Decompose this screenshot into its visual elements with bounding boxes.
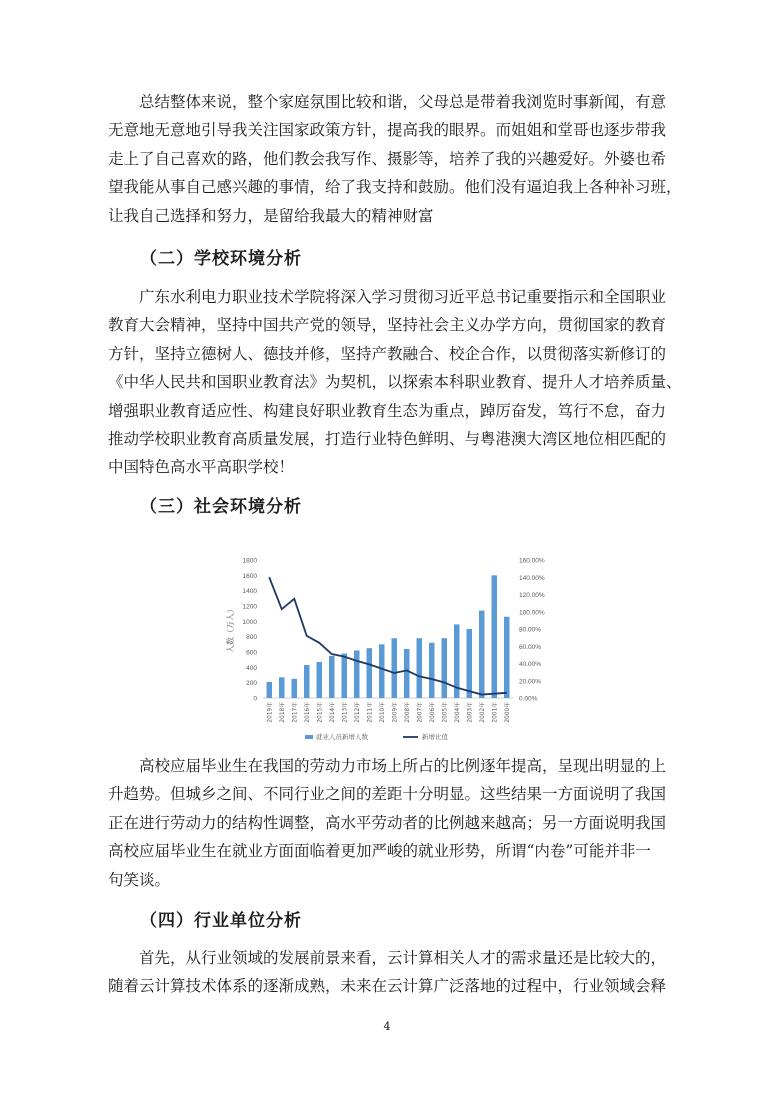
y2-tick-label: 100.00% [519, 609, 545, 617]
bar [492, 575, 498, 698]
text-line: 教育大会精神，坚持中国共产党的领导，坚持社会主义办学方向，贯彻国家的教育 [108, 316, 667, 335]
y2-tick-label: 120.00% [519, 592, 545, 599]
x-tick-label: 2018年 [279, 702, 286, 723]
bar [329, 656, 335, 698]
bar [267, 682, 273, 698]
text-line: 句笑谈。 [108, 870, 171, 889]
y-tick-label: 1400 [242, 588, 257, 596]
bar [479, 611, 485, 698]
text-line: 《中华人民共和国职业教育法》为契机，以探索本科职业教育、提升人才培养质量、 [108, 373, 682, 392]
paragraph-family [108, 88, 688, 230]
legend-label: 新增比值 [422, 733, 448, 741]
y2-tick-label: 40.00% [519, 661, 542, 668]
text-line: 望我能从事自己感兴趣的事情，给了我支持和鼓励。他们没有逼迫我上各种补习班， [108, 178, 682, 197]
x-tick-label: 2014年 [329, 702, 336, 723]
x-tick-label: 2008年 [404, 702, 411, 723]
text-line: 广东水利电力职业技术学院将深入学习贯彻习近平总书记重要指示和全国职业 [108, 288, 667, 306]
section-heading-industry: （四）行业单位分析 [140, 911, 302, 931]
bar [467, 629, 473, 698]
x-tick-label: 2017年 [292, 702, 299, 723]
paragraph-school [108, 283, 688, 482]
employment-chart [213, 550, 563, 750]
text-line: 增强职业教育适应性、构建良好职业教育生态为重点，踔厉奋发，笃行不怠，奋力 [108, 401, 667, 420]
text-line: 方针，坚持立德树人、德技并修，坚持产教融合、校企合作，以贯彻落实新修订的 [108, 344, 667, 363]
x-tick-label: 2019年 [267, 702, 274, 723]
y-tick-label: 1600 [242, 572, 257, 580]
text-line: 高校应届毕业生在就业方面面临着更加严峻的就业形势，所谓“内卷”可能并非一 [108, 842, 651, 861]
text-line: 推动学校职业教育高质量发展，打造行业特色鲜明、与粤港澳大湾区地位相匹配的 [108, 430, 667, 449]
y-axis-label: 人数（万人） [226, 605, 235, 653]
text-line: 首先，从行业领域的发展前景来看，云计算相关人才的需求量还是比较大的， [108, 949, 667, 967]
bar [279, 677, 285, 698]
bar [292, 679, 298, 698]
y2-tick-label: 80.00% [519, 626, 542, 634]
text-line: 正在进行劳动力的结构性调整，高水平劳动者的比例越来越高；另一方面说明我国 [108, 813, 667, 832]
y-tick-label: 600 [246, 649, 257, 657]
y-tick-label: 800 [246, 634, 257, 642]
section-heading-society: （三）社会环境分析 [140, 497, 302, 517]
legend-label: 就业人员新增人数 [316, 733, 368, 741]
text-line: 中国特色高水平高职学校！ [108, 458, 295, 477]
bar [304, 665, 310, 698]
x-tick-label: 2003年 [467, 702, 474, 723]
y-tick-label: 1200 [242, 603, 257, 611]
y2-tick-label: 60.00% [519, 643, 542, 651]
x-tick-label: 2016年 [304, 702, 311, 723]
y-tick-label: 0 [253, 695, 257, 703]
y2-tick-label: 140.00% [519, 574, 545, 582]
x-tick-label: 2000年 [504, 702, 511, 723]
x-tick-label: 2004年 [454, 702, 461, 723]
y-tick-label: 1000 [242, 618, 257, 626]
x-tick-label: 2001年 [492, 702, 499, 723]
y-tick-label: 400 [246, 664, 257, 672]
y2-tick-label: 160.00% [519, 557, 545, 565]
y2-tick-label: 0.00% [519, 695, 538, 703]
bar [367, 648, 373, 698]
section-heading-school: （二）学校环境分析 [140, 249, 302, 269]
x-tick-label: 2006年 [429, 702, 436, 723]
bar [504, 617, 510, 698]
text-line: 让我自己选择和努力，是留给我最大的精神财富 [108, 206, 434, 225]
text-line: 升趋势。但城乡之间、不同行业之间的差距十分明显。这些结果一方面说明了我国 [108, 785, 667, 804]
page-number: 4 [383, 1020, 391, 1033]
bar [392, 638, 398, 698]
x-tick-label: 2002年 [479, 702, 486, 723]
y2-tick-label: 20.00% [519, 678, 542, 686]
x-tick-label: 2012年 [354, 702, 361, 723]
x-tick-label: 2011年 [367, 702, 374, 723]
x-tick-label: 2013年 [342, 702, 349, 723]
x-tick-label: 2010年 [379, 702, 386, 723]
x-tick-label: 2007年 [417, 702, 424, 723]
text-line: 走上了自己喜欢的路，他们教会我写作、摄影等，培养了我的兴趣爱好。外婆也希 [108, 149, 667, 168]
y-tick-label: 200 [246, 680, 257, 688]
x-tick-label: 2015年 [317, 702, 324, 723]
bar [354, 650, 360, 698]
paragraph-society [108, 752, 688, 894]
text-line: 高校应届毕业生在我国的劳动力市场上所占的比例逐年提高，呈现出明显的上 [108, 757, 667, 775]
bar [342, 654, 348, 698]
bar [379, 644, 385, 698]
text-line: 无意地无意地引导我关注国家政策方针，提高我的眼界。而姐姐和堂哥也逐步带我 [108, 121, 667, 140]
y-tick-label: 1800 [242, 557, 257, 565]
text-line: 总结整体来说，整个家庭氛围比较和谐，父母总是带着我浏览时事新闻，有意 [108, 93, 667, 111]
text-line: 随着云计算技术体系的逐渐成熟，未来在云计算广泛落地的过程中，行业领域会释 [108, 977, 667, 996]
legend-bar-swatch [305, 735, 313, 739]
paragraph-industry [108, 944, 688, 1001]
bar [317, 662, 323, 698]
x-tick-label: 2009年 [392, 702, 399, 723]
bar [442, 638, 448, 698]
x-tick-label: 2005年 [442, 702, 449, 723]
bar [404, 649, 410, 698]
bar [417, 638, 423, 698]
bar [429, 643, 435, 698]
